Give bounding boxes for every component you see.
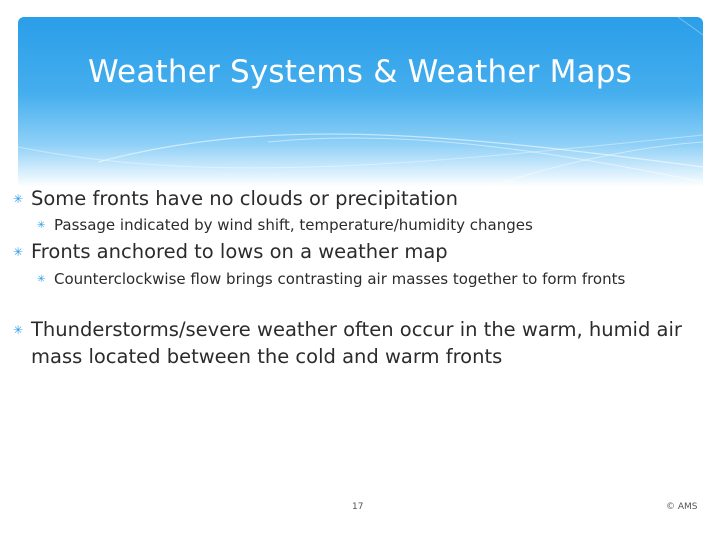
- bullet-glyph: ✳: [13, 192, 24, 206]
- copyright: © AMS: [666, 502, 698, 512]
- sub-bullet-text: Counterclockwise flow brings contrasting air masses together to form fronts: [54, 270, 626, 288]
- sub-bullet-text: Passage indicated by wind shift, temperature/humidity changes: [54, 216, 533, 234]
- bullet-glyph: ✳: [13, 245, 24, 259]
- bullet-text: Fronts anchored to lows on a weather map: [31, 240, 448, 263]
- bullet-text: Some fronts have no clouds or precipitation: [31, 187, 458, 210]
- page-number: 17: [352, 502, 364, 512]
- sub-bullet-glyph: ✳: [37, 220, 46, 231]
- bullet-glyph: ✳: [13, 323, 24, 337]
- bullet-text: Thunderstorms/severe weather often occur in the warm, humid air mass located between the cold and warm fronts: [31, 318, 682, 368]
- slide-title: Weather Systems & Weather Maps: [88, 54, 632, 90]
- sub-bullet-glyph: ✳: [37, 274, 46, 285]
